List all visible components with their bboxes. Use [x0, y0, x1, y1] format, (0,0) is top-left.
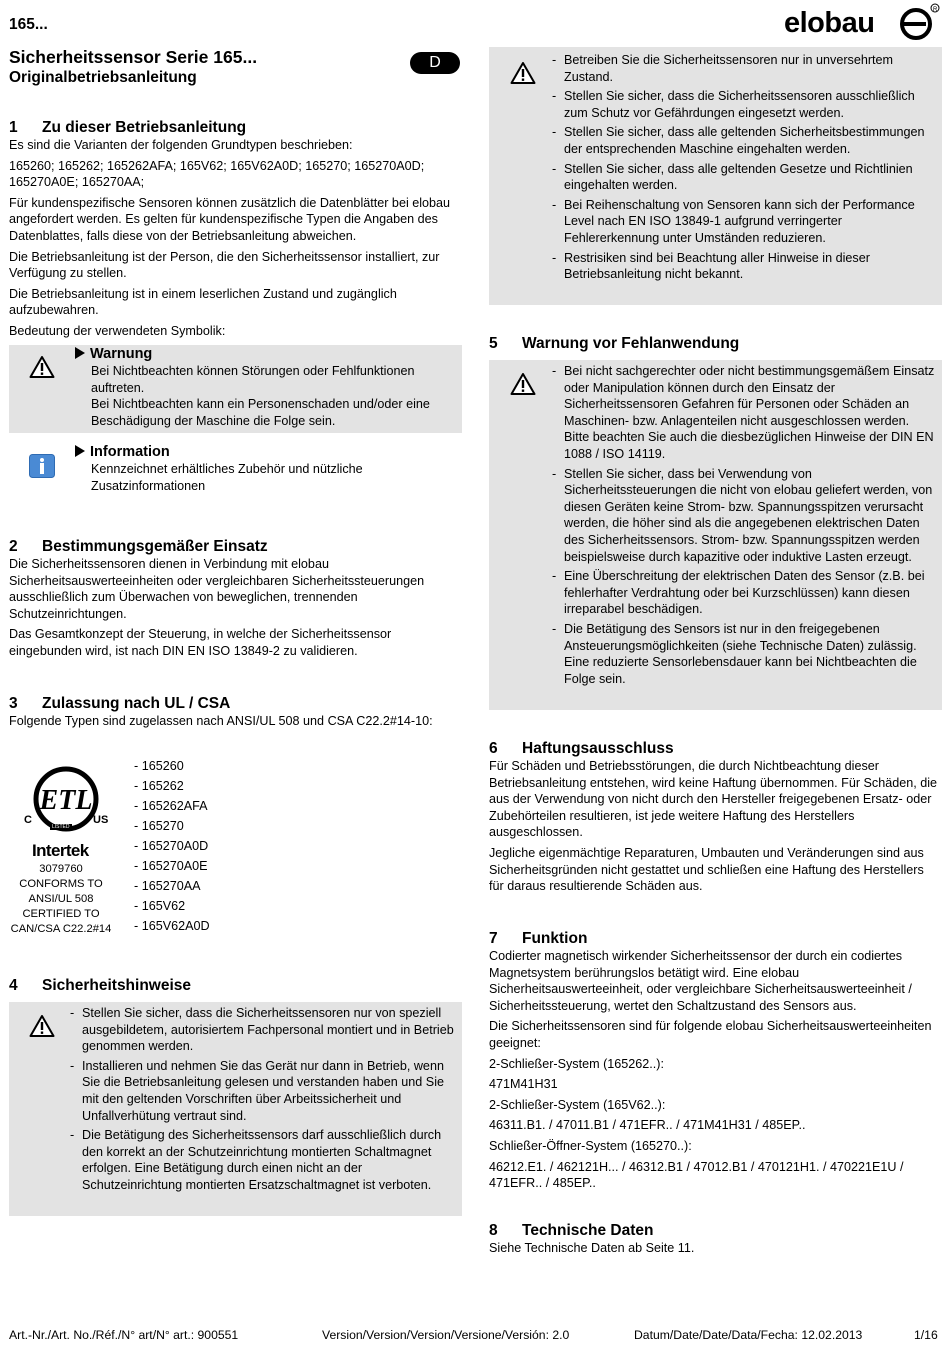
section-4-title: Sicherheitshinweise	[42, 977, 192, 994]
s8-paragraph-1: Siehe Technische Daten ab Seite 11.	[489, 1241, 695, 1255]
s7-paragraph-8: 46212.E1. / 462121H... / 46312.B1 / 47012.B1 / 470121H1. / 470221E1U / 471EFR.. / 485EP..	[489, 1159, 904, 1191]
safety-notes-cont-list	[552, 52, 936, 286]
s7-paragraph-2: Die Sicherheitssensoren sind für folgende elobau Sicherheitsauswerteeinheiten geeignet:	[489, 1019, 932, 1050]
type-item-4: - 165270	[134, 819, 184, 833]
language-badge	[410, 52, 460, 74]
type-item-6: - 165270A0E	[134, 859, 208, 873]
s7-paragraph-4: 471M41H31	[489, 1077, 558, 1092]
s1-paragraph-4: Die Betriebsanleitung ist der Person, die den Sicherheitssensor installiert, zur Verfügung zu stellen.	[9, 249, 440, 281]
section-8-heading	[489, 1222, 941, 1240]
information-legend	[75, 443, 455, 494]
section-4-number: 4	[9, 977, 18, 994]
elobau-e-icon	[896, 2, 940, 42]
warning-triangle-icon	[29, 1014, 55, 1038]
list-item: - Restrisiken sind bei Beachtung aller Hinweise in dieser Betriebsanleitung nicht bekannt.	[552, 250, 936, 283]
section-7-number: 7	[489, 930, 498, 947]
warning-legend-line-2: Bei Nichtbeachten kann ein Personenschaden und/oder eine Beschädigung der Maschine die Folge sein.	[91, 397, 430, 428]
type-item-1: - 165260	[134, 759, 184, 773]
section-7	[489, 930, 941, 1196]
section-3	[9, 695, 461, 734]
s7-paragraph-6: 46311.B1. / 47011.B1 / 471EFR.. / 471M41H31 / 485EP..	[489, 1118, 806, 1133]
s1-paragraph-1: Es sind die Varianten der folgenden Grundtypen beschrieben:	[9, 138, 353, 152]
arrow-right-icon	[75, 347, 85, 359]
section-3-heading	[9, 695, 461, 713]
s6-paragraph-2: Jegliche eigenmächtige Reparaturen, Umbauten und Veränderungen sind aus Sicherheitsgründen nicht gestattet und schließen eine Haftung des Herstellers für daraus resultierende Schäden aus.	[489, 845, 924, 894]
section-5-heading	[489, 335, 941, 353]
type-item-2: - 165262	[134, 779, 184, 793]
etl-c-label: C	[24, 814, 32, 826]
list-item: - Stellen Sie sicher, dass die Sicherheitssensoren ausschließlich zum Schutz vor Gefährdungen eingesetzt werden.	[552, 88, 936, 121]
list-item: - Die Betätigung des Sicherheitssensors darf ausschließlich durch den korrekt an der Schutzeinrichtung montierten Schaltmagnet erfolgen. Eine Betätigung durch einen nicht an der Schutzeinrichtung montierten Ersatzschaltmagnet ist verboten.	[70, 1127, 454, 1193]
type-item-5: - 165270A0D	[134, 839, 209, 853]
section-8	[489, 1222, 941, 1261]
safety-notes-list	[70, 1005, 454, 1197]
list-item: - Bei nicht sachgerechter oder nicht bestimmungsgemäßem Einsatz oder Manipulation können durch den Einsatz der Sicherheitssensoren Gefahren für Personen oder Schäden an Maschinen- bzw. Anlagenteilen nicht ausgeschlossen werden. Bitte beachten Sie auch die diesbezüglichen Hinweise der DIN EN 1088 / ISO 14119.	[552, 363, 936, 463]
section-4-heading	[9, 977, 461, 995]
s1-paragraph-6: Bedeutung der verwendeten Symbolik:	[9, 323, 226, 338]
section-1	[9, 119, 461, 344]
etl-us-label: US	[93, 814, 109, 826]
list-item: - Eine Überschreitung der elektrischen Daten des Sensor (z.B. bei fehlerhafter Verdrahtung oder bei Kurzschlüssen) kann diesen irreparabel beschädigen.	[552, 568, 936, 618]
section-5-title: Warnung vor Fehlanwendung	[522, 335, 740, 352]
footer-article-number: Art.-Nr./Art. No./Réf./N° art/N° art.: 900551	[9, 1328, 239, 1342]
cert-line-5: CAN/CSA C22.2#14	[10, 923, 112, 935]
footer-page-number: 1/16	[914, 1328, 938, 1342]
type-item-7: - 165270AA	[134, 879, 201, 893]
footer-date: Datum/Date/Date/Data/Fecha: 12.02.2013	[634, 1328, 863, 1342]
list-item: - Stellen Sie sicher, dass alle geltenden Sicherheitsbestimmungen der entsprechenden Maschine eingehalten werden.	[552, 124, 936, 157]
section-5-number: 5	[489, 335, 498, 352]
s3-paragraph-1: Folgende Typen sind zugelassen nach ANSI/UL 508 und CSA C22.2#14-10:	[9, 714, 433, 728]
section-8-number: 8	[489, 1222, 498, 1239]
information-legend-title: Information	[90, 444, 170, 460]
section-6	[489, 740, 941, 899]
certification-text	[6, 862, 116, 937]
section-2	[9, 538, 461, 664]
cert-line-1: 3079760	[39, 863, 83, 875]
s1-paragraph-3: Für kundenspezifische Sensoren können zusätzlich die Datenblätter bei elobau angefordert werden. Es gelten für kundenspezifische Typen die Angaben des Datenblattes, falls diese von der Betriebsanleitung abweichen.	[9, 195, 451, 243]
section-4	[9, 977, 461, 995]
section-7-title: Funktion	[522, 930, 588, 947]
warning-legend-title: Warnung	[90, 346, 153, 362]
language-badge-label: D	[429, 54, 441, 71]
misuse-warning-list	[552, 363, 936, 690]
information-icon	[29, 454, 55, 478]
page-title: Sicherheitssensor Serie 165...	[9, 47, 258, 67]
information-legend-line-1: Kennzeichnet erhältliches Zubehör und nützliche Zusatzinformationen	[91, 462, 363, 493]
list-item: - Installieren und nehmen Sie das Gerät nur dann in Betrieb, wenn Sie die Betriebsanleitung gelesen und verstanden haben und Sie mit den geltenden Vorschriften über Arbeitssicherheit und Unfallverhütung vertraut sind.	[70, 1058, 454, 1124]
section-7-heading	[489, 930, 941, 948]
svg-text:R: R	[933, 7, 938, 13]
etl-circle-icon	[33, 766, 99, 832]
section-2-heading	[9, 538, 461, 556]
list-item: - Stellen Sie sicher, dass die Sicherheitssensoren nur von speziell ausgebildetem, autorisiertem Fachpersonal montiert und in Betrieb genommen werden.	[70, 1005, 454, 1055]
cert-line-2: CONFORMS TO	[19, 878, 103, 890]
approved-types-list	[134, 756, 334, 936]
section-6-title: Haftungsausschluss	[522, 740, 674, 757]
type-item-3: - 165262AFA	[134, 799, 208, 813]
type-item-8: - 165V62	[134, 899, 186, 913]
section-5	[489, 335, 941, 353]
etl-listed-label: LISTED	[52, 824, 70, 830]
logo-text: elobau	[784, 7, 875, 39]
cert-line-3: ANSI/UL 508	[28, 893, 94, 905]
arrow-right-icon	[75, 445, 85, 457]
s2-paragraph-2: Das Gesamtkonzept der Steuerung, in welche der Sicherheitssensor eingebunden wird, ist nach DIN EN ISO 13849-2 zu validieren.	[9, 627, 392, 658]
section-2-title: Bestimmungsgemäßer Einsatz	[42, 538, 268, 555]
elobau-logo	[784, 2, 944, 44]
list-item: - Betreiben Sie die Sicherheitssensoren nur in unversehrtem Zustand.	[552, 52, 936, 85]
s1-paragraph-5: Die Betriebsanleitung ist in einem leserlichen Zustand und zugänglich aufzubewahren.	[9, 286, 397, 318]
svg-text:ETL: ETL	[39, 785, 93, 816]
list-item: - Die Betätigung des Sensors ist nur in den freigegebenen Ansteuerungsmöglichkeiten (siehe Technische Daten) zulässig. Eine reduzierte Sensorlebensdauer kann bei Nichtbeachten die Folge sein.	[552, 621, 936, 687]
warning-legend-line-1: Bei Nichtbeachten können Störungen oder Fehlfunktionen auftreten.	[91, 364, 415, 395]
section-6-heading	[489, 740, 941, 758]
section-6-number: 6	[489, 740, 498, 757]
section-2-number: 2	[9, 538, 18, 555]
section-1-number: 1	[9, 119, 18, 136]
s7-paragraph-7: Schließer-Öffner-System (165270..):	[489, 1138, 692, 1153]
warning-triangle-icon	[29, 355, 55, 379]
list-item: - Stellen Sie sicher, dass bei Verwendung von Sicherheitssteuerungen die nicht von elobau geliefert werden, von diesen Geräten keine Strom- bzw. Spannungsspitzen verursacht werden, die höher sind als die angegebenen elektrischen Daten des Sicherheitssensors. Strom- bzw. Spannungsspitzen werden beispielsweise durch kapazitive oder induktive Lasten erzeugt.	[552, 466, 936, 566]
list-item: - Stellen Sie sicher, dass alle geltenden Gesetze und Richtlinien eingehalten werden.	[552, 161, 936, 194]
section-3-number: 3	[9, 695, 18, 712]
section-1-heading	[9, 119, 461, 137]
warning-triangle-icon	[510, 372, 536, 396]
section-3-title: Zulassung nach UL / CSA	[42, 695, 231, 712]
page-subtitle: Originalbetriebsanleitung	[9, 69, 197, 86]
intertek-label: Intertek	[32, 841, 89, 860]
series-header: 165...	[9, 16, 48, 33]
warning-triangle-icon	[510, 61, 536, 85]
etl-listed-mark	[22, 766, 112, 862]
section-1-title: Zu dieser Betriebsanleitung	[42, 119, 247, 136]
s1-paragraph-2: 165260; 165262; 165262AFA; 165V62; 165V62A0D; 165270; 165270A0D; 165270A0E; 165270AA;	[9, 158, 425, 190]
s2-paragraph-1: Die Sicherheitssensoren dienen in Verbindung mit elobau Sicherheitsauswerteeinheiten oder vergleichbaren Sicherheitssteuerungen ausschließlich zum Überwachen von beweglichen, trennenden Schutzeinrichtungen.	[9, 557, 425, 621]
s7-paragraph-1: Codierter magnetisch wirkender Sicherheitssensor der durch ein codiertes Magnetsystem berührungslos betätigt wird. Eine elobau Sicherheitsauswerteeinheit, oder vergleichbare Sicherheitsauswerteeinheit / Sicherheitssteuerung, wertet den Schaltzustand des Sensors aus.	[489, 949, 912, 1013]
type-item-9: - 165V62A0D	[134, 919, 210, 933]
s7-paragraph-3: 2-Schließer-System (165262..):	[489, 1056, 664, 1071]
section-8-title: Technische Daten	[522, 1222, 654, 1239]
s7-paragraph-5: 2-Schließer-System (165V62..):	[489, 1097, 666, 1112]
footer-version: Version/Version/Version/Versione/Versión: 2.0	[322, 1328, 570, 1342]
cert-line-4: CERTIFIED TO	[22, 908, 100, 920]
warning-legend	[75, 345, 455, 429]
list-item: - Bei Reihenschaltung von Sensoren kann sich der Performance Level nach EN ISO 13849-1 aufgrund verringerter Fehlererkennung unter Umständen reduzieren.	[552, 197, 936, 247]
s6-paragraph-1: Für Schäden und Betriebsstörungen, die durch Nichtbeachtung dieser Betriebsanleitung entstehen, wird keine Haftung übernommen. Für Schäden, die aus der Verwendung von nicht durch den Hersteller freigegebenen Ersatz- oder Zubehörteilen resultieren, ist jede weitere Haftung des Herstellers ausgeschlossen.	[489, 759, 938, 840]
